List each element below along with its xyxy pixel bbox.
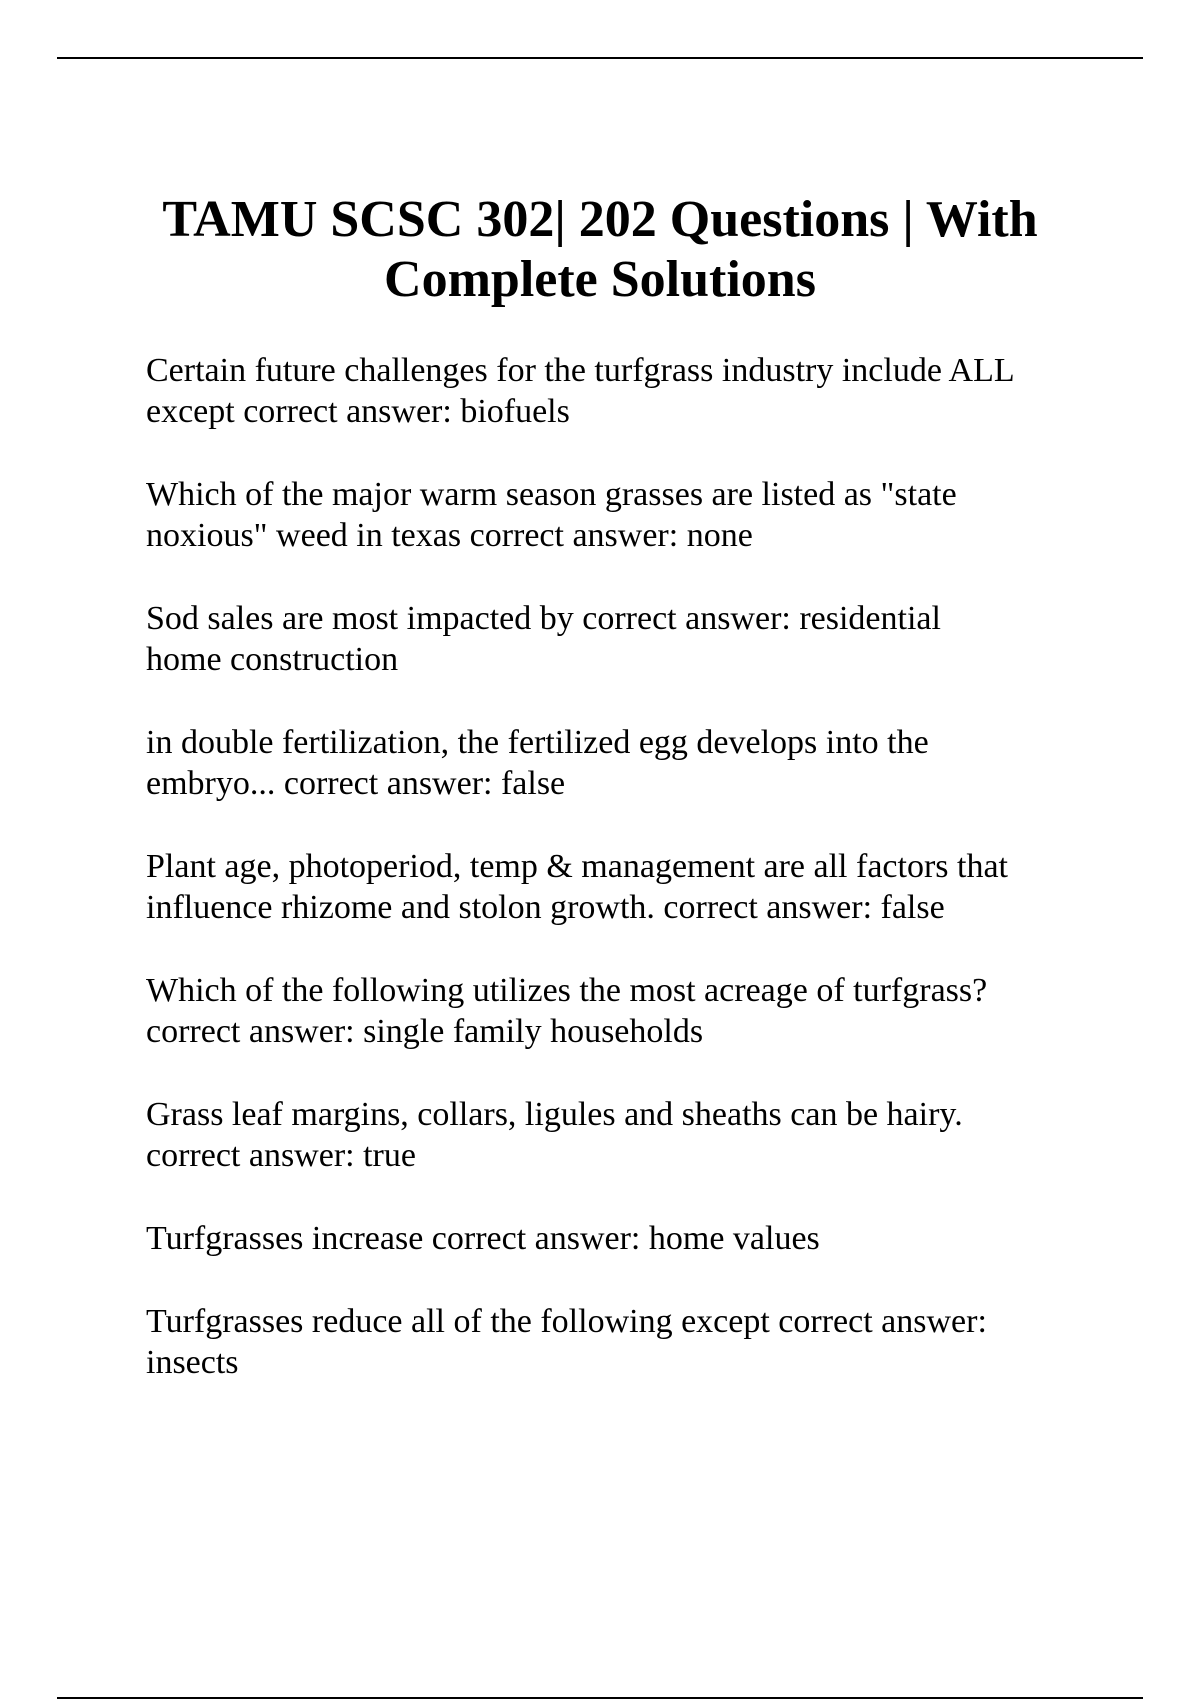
document-title: TAMU SCSC 302| 202 Questions | With Complete Solutions (162, 191, 1038, 308)
question-item: Turfgrasses reduce all of the following except correct answer: insects (146, 1303, 987, 1381)
question-item: Turfgrasses increase correct answer: home values (146, 1220, 820, 1257)
question-item: Plant age, photoperiod, temp & management are all factors that influence rhizome and stolon growth. correct answer: false (146, 848, 1008, 926)
footer-rule (57, 1697, 1143, 1699)
question-item: Grass leaf margins, collars, ligules and sheaths can be hairy. correct answer: true (146, 1096, 963, 1174)
question-item: Sod sales are most impacted by correct answer: residential home construction (146, 600, 941, 678)
header-rule (57, 57, 1143, 59)
question-item: Which of the major warm season grasses are listed as "state noxious" weed in texas correct answer: none (146, 476, 957, 554)
question-item: in double fertilization, the fertilized egg develops into the embryo... correct answer: false (146, 724, 929, 802)
question-item: Which of the following utilizes the most acreage of turfgrass? correct answer: single family households (146, 972, 988, 1050)
question-item: Certain future challenges for the turfgrass industry include ALL except correct answer: biofuels (146, 352, 1015, 430)
question-list (146, 350, 1106, 1425)
